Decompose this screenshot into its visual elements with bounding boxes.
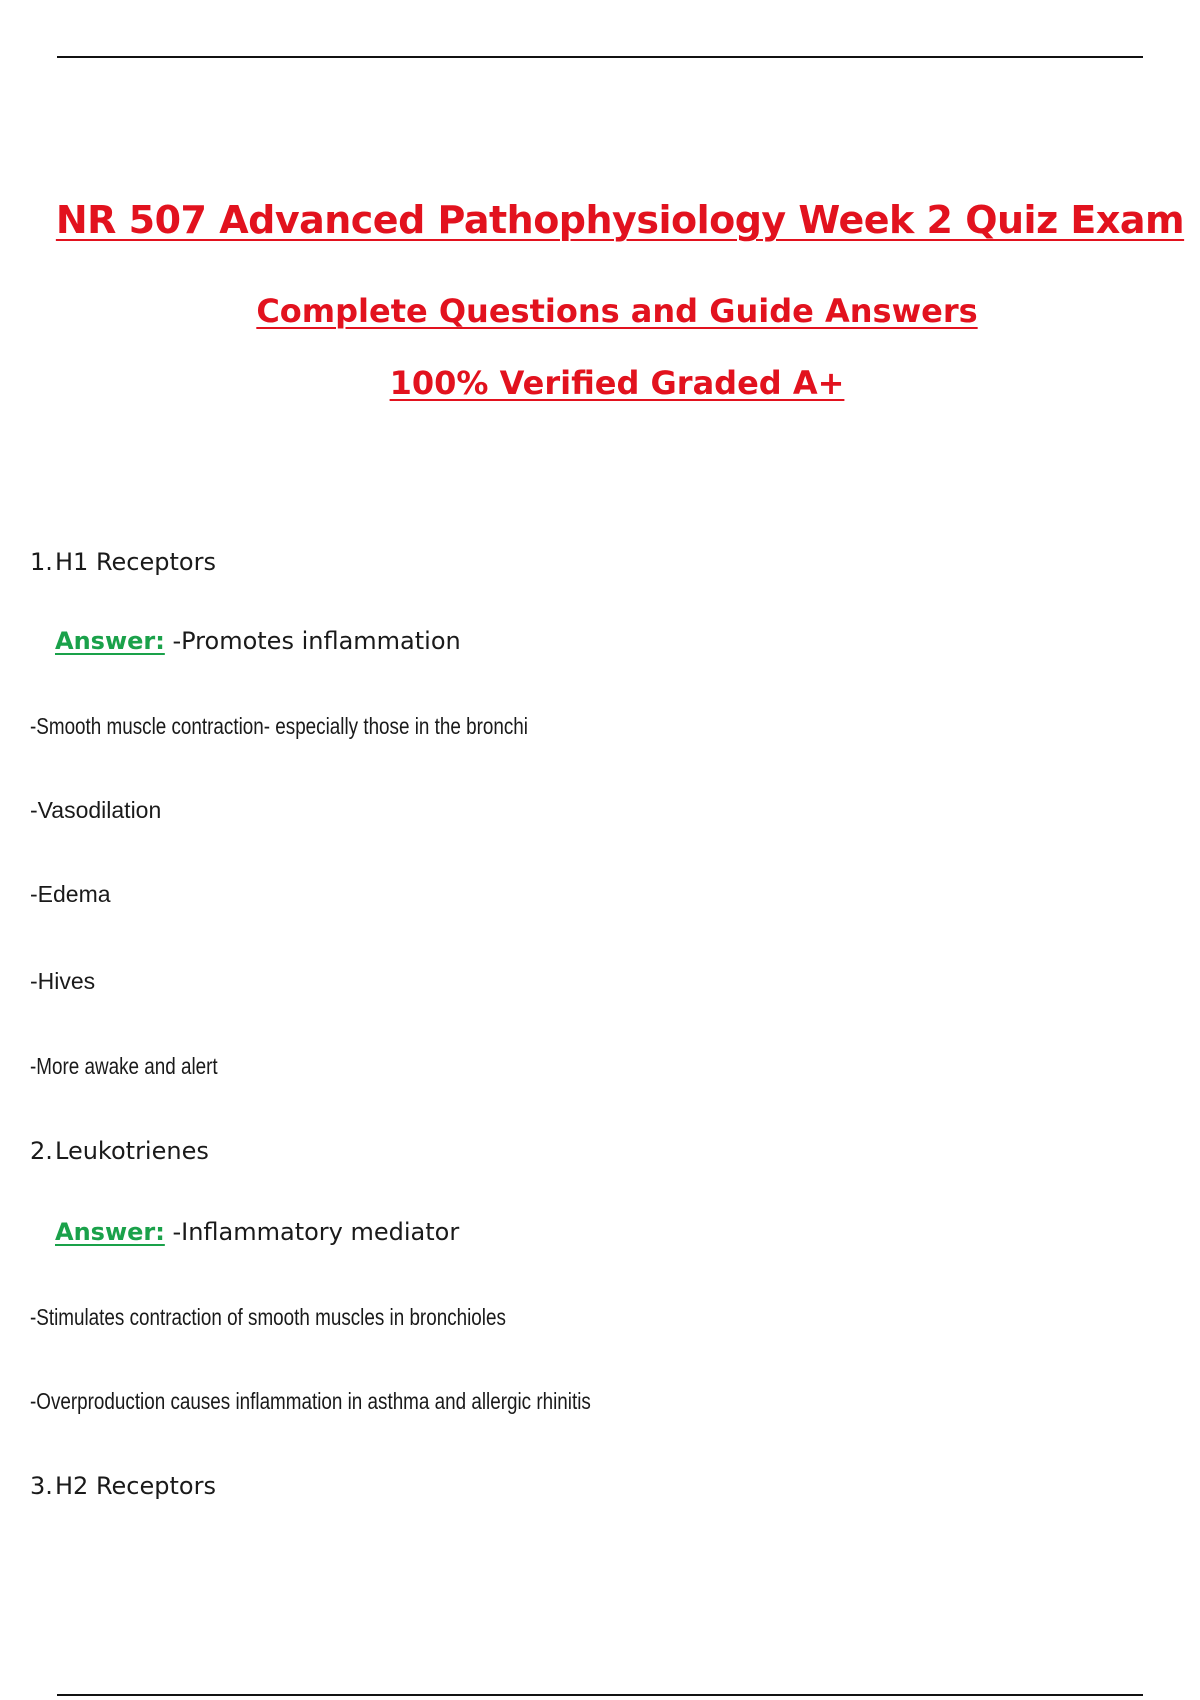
answer-label: Answer: xyxy=(55,627,165,655)
answer-detail: -Stimulates contraction of smooth muscles in bronchioles xyxy=(30,1304,506,1330)
question-term: H2 Receptors xyxy=(55,1472,216,1500)
answer-2 xyxy=(55,1218,459,1246)
question-term: H1 Receptors xyxy=(55,548,216,576)
question-number: 1. xyxy=(30,548,53,576)
question-3 xyxy=(30,1472,216,1500)
question-number: 2. xyxy=(30,1137,53,1165)
answer-1 xyxy=(55,627,461,655)
answer-text: -Inflammatory mediator xyxy=(172,1218,460,1246)
question-1 xyxy=(30,548,216,576)
question-term: Leukotrienes xyxy=(55,1137,209,1165)
answer-label: Answer: xyxy=(55,1218,165,1246)
answer-detail: -More awake and alert xyxy=(30,1053,218,1079)
document-title: NR 507 Advanced Pathophysiology Week 2 Quiz Exam xyxy=(55,198,1185,242)
answer-detail: -Hives xyxy=(30,968,96,994)
question-number: 3. xyxy=(30,1472,53,1500)
footer-rule xyxy=(57,1694,1143,1696)
answer-detail: -Overproduction causes inflammation in asthma and allergic rhinitis xyxy=(30,1388,591,1414)
grade-line: 100% Verified Graded A+ xyxy=(389,364,845,402)
answer-text: -Promotes inflammation xyxy=(172,627,461,655)
header-rule xyxy=(57,56,1143,58)
answer-detail: -Smooth muscle contraction- especially those in the bronchi xyxy=(30,713,528,739)
answer-detail: -Vasodilation xyxy=(30,797,162,823)
question-2 xyxy=(30,1137,209,1165)
document-subtitle: Complete Questions and Guide Answers xyxy=(256,292,978,330)
answer-detail: -Edema xyxy=(30,881,111,907)
